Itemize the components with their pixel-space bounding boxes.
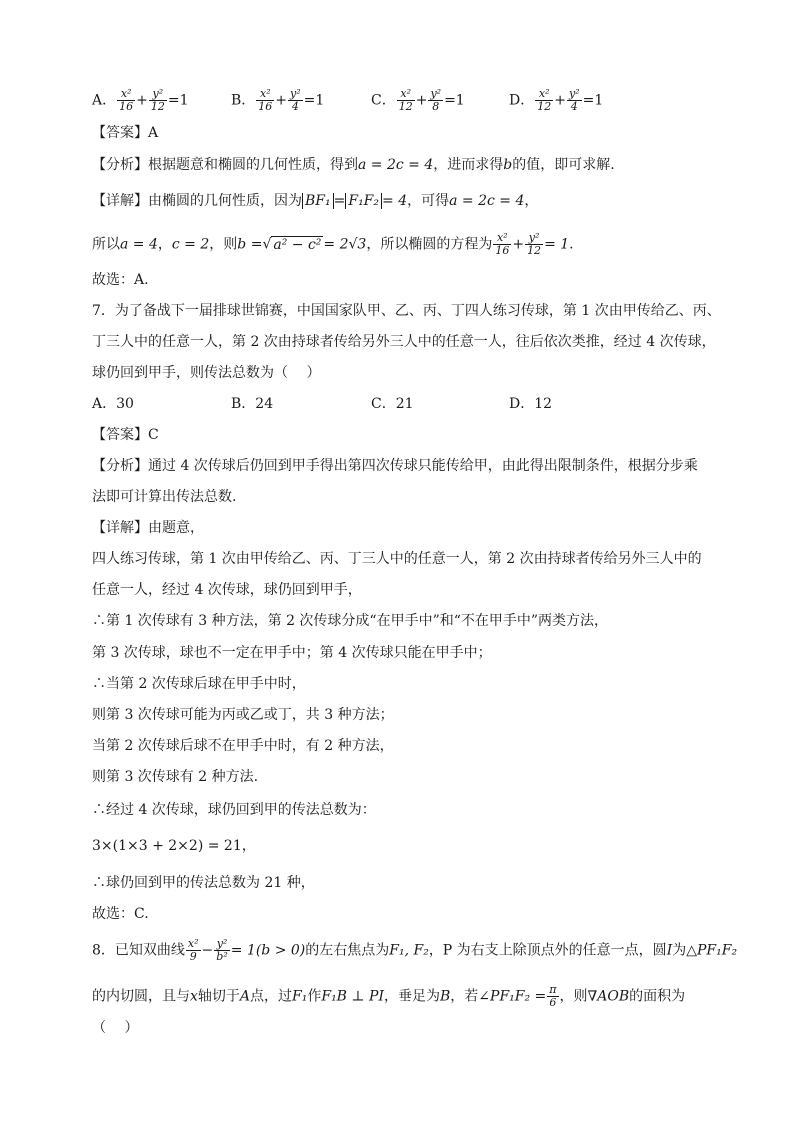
q7-analysis-line2: 法即可计算出传法总数. — [92, 489, 237, 505]
q7-option-c: C．21 — [371, 396, 414, 412]
q7-answer: 【答案】C — [92, 427, 159, 443]
q7-stem-line1: 7．为了备战下一届排球世锦赛，中国国家队甲、乙、丙、丁四人练习传球，第 1 次由甲传给乙、丙、 — [92, 303, 721, 319]
q7-detail-line: ∴经过 4 次传球，球仍回到甲的传法总数为： — [92, 802, 376, 818]
q6-option-c: C． $\frac{\text{x²}}{12}$ + $\frac{\text{y²}}{8}$ =1 — [371, 87, 465, 113]
q7-option-b: B．24 — [231, 396, 274, 412]
q7-option-a: A．30 — [92, 396, 134, 412]
q6-choose: 故选：A. — [92, 272, 149, 288]
q7-detail-line: ∴当第 2 次传球后球在甲手中时， — [92, 676, 306, 692]
q7-detail: 【详解】由题意， — [92, 520, 204, 536]
q7-detail-line: 四人练习传球，第 1 次由甲传给乙、丙、丁三人中的任意一人，第 2 次由持球者传给另外三人中的 — [92, 551, 702, 567]
q7-detail-line: 则第 3 次传球可能为丙或乙或丁，共 3 种方法； — [92, 707, 394, 723]
q7-detail-line: 第 3 次传球，球也不一定在甲手中；第 4 次传球只能在甲手中； — [92, 645, 492, 661]
q7-detail-line: 当第 2 次传球后球不在甲手中时，有 2 种方法， — [92, 738, 394, 754]
q6-detail-line2: 所以a = 4，c = 2，则b =√ a² − c² = 2√3，所以椭圆的方程为 $\frac{\text{x²}}{16}$ + $\frac{\text{y²}}{12}$ = 1. — [92, 231, 574, 257]
q8-stem-line2: 的内切圆，且与x轴切于A点，过F₁作F₁B ⊥ PI，垂足为B，若∠PF₁F₂ = $\frac{\pi}{6}$ ，则∇AOB的面积为 — [92, 983, 686, 1009]
q7-detail-line: 则第 3 次传球有 2 种方法. — [92, 769, 259, 785]
q7-analysis-line1: 【分析】通过 4 次传球后仍回到甲手得出第四次传球只能传给甲，由此得出限制条件，根据分步乘 — [92, 458, 698, 474]
q6-option-b: B． $\frac{\text{x²}}{16}$ + $\frac{\text{y²}}{4}$ =1 — [231, 87, 325, 113]
q6-option-a: A． $\frac{\text{x²}}{16}$ + $\frac{\text{y²}}{12}$ =1 — [92, 87, 189, 113]
q8-stem-line1: 8．已知双曲线 $\frac{\text{x²}}{9}$ − $\frac{\text{y²}}{\text{b²}}$ = 1(b > 0)的左右焦点为F₁, F₂，P 为右支上除顶点外的任意一点，圆I为△PF₁F₂ — [92, 937, 738, 963]
q6-analysis: 【分析】根据题意和椭圆的几何性质，得到a = 2c = 4，进而求得b的值，即可求解. — [92, 157, 615, 173]
q8-stem-line3: （ ） — [92, 1020, 139, 1036]
q7-stem-line2: 丁三人中的任意一人，第 2 次由持球者传给另外三人中的任意一人，往后依次类推，经过 4 次传球， — [92, 334, 716, 350]
q6-option-d: D． $\frac{\text{x²}}{12}$ + $\frac{\text{y²}}{4}$ =1 — [509, 87, 604, 113]
q7-detail-line: 任意一人，经过 4 次传球，球仍回到甲手， — [92, 582, 362, 598]
q7-choose: 故选：C. — [92, 906, 149, 922]
q7-option-d: D．12 — [509, 396, 553, 412]
q7-detail-line: ∴球仍回到甲的传法总数为 21 种， — [92, 875, 315, 891]
q6-detail: 【详解】由椭圆的几何性质，因为 BF₁ = F₁F₂ = 4，可得a = 2c = 4， — [92, 193, 539, 209]
q7-detail-line: ∴第 1 次传球有 3 种方法，第 2 次传球分成“在甲手中”和“不在甲手中”两类方法， — [92, 613, 609, 629]
q7-stem-line3: 球仍回到甲手，则传法总数为（ ） — [92, 365, 321, 381]
q7-formula: 3×(1×3 + 2×2) = 21， — [92, 838, 256, 854]
q6-answer: 【答案】A — [92, 125, 159, 141]
